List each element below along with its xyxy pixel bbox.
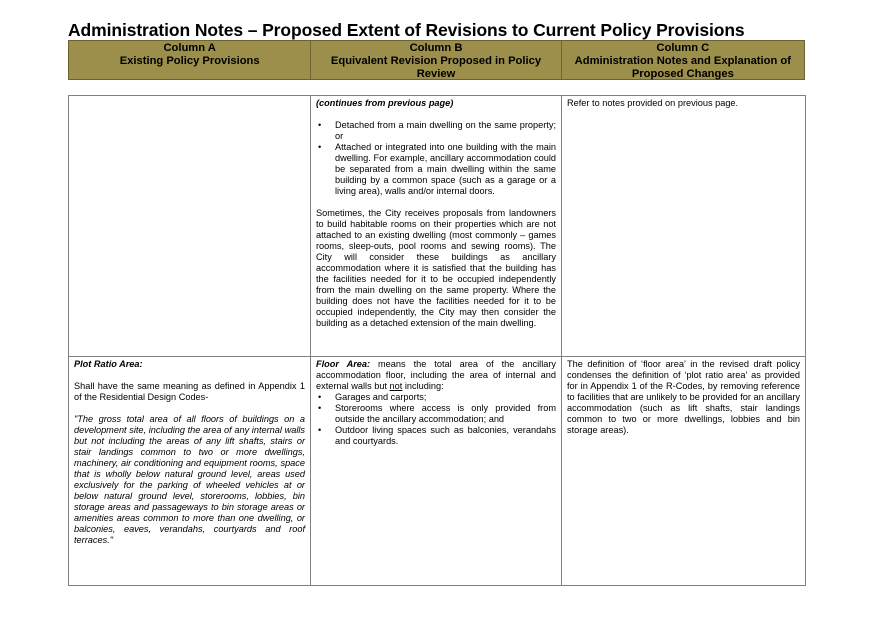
column-a-header	[69, 41, 310, 79]
column-a-subtitle: Existing Policy Provisions	[119, 55, 260, 67]
column-a-title: Column A	[163, 42, 216, 54]
row1-column-b-cell	[311, 96, 562, 357]
row2-column-a-cell	[69, 357, 311, 586]
column-header-bar	[68, 40, 805, 80]
plot-ratio-quote: "The gross total area of all floors of buildings on a development site, including the area of any internal walls but not including the areas of any lift shafts, stairs or stair landings common to two or more dwellings, machinery, air conditioning and equipment rooms, space that is wholly below natural ground level, areas used exclusively for the parking of wheeled vehicles at or below natural ground level, storerooms, lobbies, bin storage areas and passageways to bin storage areas or amenities areas common to more than one dwelling, or balconies, eaves, verandahs, courtyards and roof terraces."	[74, 414, 305, 545]
row2-column-b-cell	[311, 357, 562, 586]
floor-area-not: not	[389, 381, 403, 391]
table-row	[69, 357, 806, 586]
row1-bullet-list	[316, 120, 556, 197]
column-b-header	[310, 41, 560, 79]
plot-ratio-paragraph: Shall have the same meaning as defined in Appendix 1 of the Residential Design Codes-	[74, 381, 305, 402]
column-c-title: Column C	[656, 42, 710, 54]
row1-column-b-paragraph: Sometimes, the City receives proposals from landowners to build habitable rooms on their properties which are not attached to an existing dwelling (most commonly – games rooms, sleep-outs, pool rooms and sewing rooms). The City will consider these buildings as ancillary accommodation where it is satisfied that the building has the facilities needed for it to be occupied independently from the main dwelling on the same property. Where the building does not have the facilities needed for it to be occupied independently, the City may then consider the building as a detached extension of the main dwelling.	[316, 208, 556, 328]
page-title: Administration Notes – Proposed Extent of Revisions to Current Policy Provisions	[68, 20, 745, 40]
floor-area-definition	[316, 359, 556, 392]
row1-column-c-text: Refer to notes provided on previous page.	[567, 98, 739, 108]
policy-table	[68, 95, 806, 586]
row1-column-c-cell	[562, 96, 806, 357]
row2-column-c-text: The definition of ‘floor area’ in the revised draft policy condenses the definition of ‘plot ratio area’ as provided for in Appendix 1 of the R-Codes, by removing reference to facilities that are unlikely to be provided for an ancillary accommodation (such as lift shafts, stair landings common to two or more dwellings, lobbies and bin storage areas).	[567, 359, 800, 435]
list-item: • Garages and carports;	[316, 392, 556, 403]
column-c-header	[561, 41, 804, 79]
continues-note: (continues from previous page)	[316, 98, 454, 108]
column-b-title: Column B	[409, 42, 463, 54]
table-row	[69, 96, 806, 357]
list-item: • Storerooms where access is only provided from outside the ancillary accommodation; and	[316, 403, 556, 425]
column-b-subtitle: Equivalent Revision Proposed in Policy Review	[330, 55, 542, 80]
floor-area-term: Floor Area:	[316, 359, 371, 369]
list-item: • Detached from a main dwelling on the same property; or	[316, 120, 556, 142]
floor-area-def-part1: means the total area of the ancillary accommodation floor, including the area of internal and external walls but	[316, 359, 556, 391]
plot-ratio-heading: Plot Ratio Area:	[74, 359, 143, 369]
list-item: • Outdoor living spaces such as balconies, verandahs and courtyards.	[316, 425, 556, 447]
row2-column-c-cell	[562, 357, 806, 586]
floor-area-def-part2: including:	[402, 381, 444, 391]
column-c-subtitle: Administration Notes and Explanation of Proposed Changes	[574, 55, 791, 80]
row1-column-a-cell	[69, 96, 311, 357]
list-item: • Attached or integrated into one building with the main dwelling. For example, ancillary accommodation could be separated from a main dwelling within the same building by a common space (such as a garage or a living area), walls and/or internal doors.	[316, 142, 556, 197]
row2-bullet-list	[316, 392, 556, 447]
